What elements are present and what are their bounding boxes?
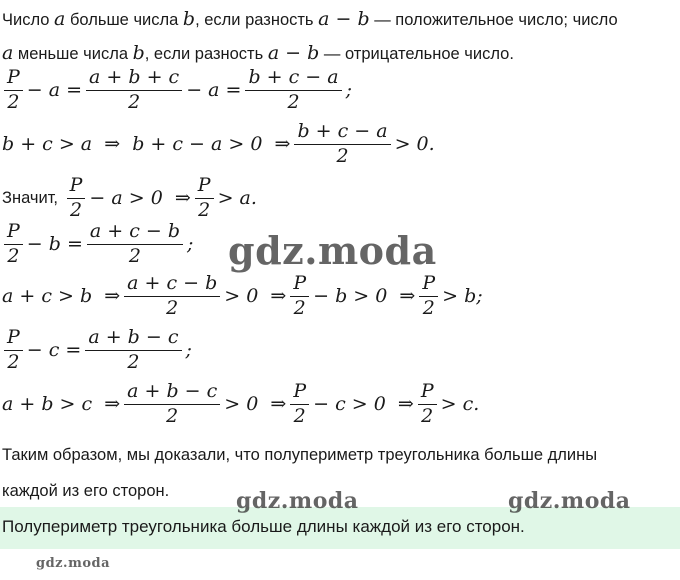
denominator: 2 bbox=[198, 198, 211, 221]
expr-text: a + b > c ⇒ bbox=[2, 393, 121, 416]
numerator: a + b − c bbox=[127, 380, 218, 402]
fraction bbox=[67, 176, 86, 221]
numerator: b + c − a bbox=[248, 66, 339, 88]
numerator: P bbox=[420, 380, 434, 402]
expr-text: > b; bbox=[442, 285, 483, 308]
difference-expr: a − b bbox=[267, 42, 320, 64]
answer-text: Полупериметр треугольника больше длины каждой из его сторон. bbox=[2, 517, 525, 536]
fraction bbox=[419, 274, 438, 319]
text: меньше числа bbox=[13, 45, 133, 63]
denominator: 2 bbox=[287, 90, 300, 113]
equation-2 bbox=[2, 122, 435, 167]
numerator: b + c − a bbox=[297, 120, 388, 142]
numerator: a + c − b bbox=[127, 272, 218, 294]
equation-7 bbox=[2, 382, 479, 427]
numerator: P bbox=[7, 220, 20, 242]
numerator: a + b − c bbox=[88, 326, 179, 348]
denominator: 2 bbox=[166, 296, 179, 319]
equation-3 bbox=[2, 176, 257, 221]
denominator: 2 bbox=[421, 404, 434, 427]
watermark: gdz.moda bbox=[36, 556, 111, 571]
numerator: P bbox=[7, 66, 20, 88]
denominator: 2 bbox=[128, 244, 141, 267]
var-a: a bbox=[54, 8, 66, 30]
denominator: 2 bbox=[166, 404, 179, 427]
numerator: P bbox=[197, 174, 211, 196]
text: — отрицательное число. bbox=[319, 45, 514, 63]
conclusion-line-2: каждой из его сторон. bbox=[2, 482, 170, 500]
fraction bbox=[294, 122, 390, 167]
equation-1 bbox=[0, 68, 352, 113]
denominator: 2 bbox=[7, 90, 20, 113]
denominator: 2 bbox=[7, 350, 20, 373]
fraction bbox=[4, 222, 23, 267]
text: , если разность bbox=[144, 45, 268, 63]
numerator: P bbox=[293, 272, 307, 294]
fraction bbox=[245, 68, 341, 113]
text: , если разность bbox=[195, 11, 319, 29]
fraction bbox=[124, 274, 220, 319]
expr-text: > 0 ⇒ bbox=[224, 285, 287, 308]
numerator: P bbox=[422, 272, 436, 294]
expr-text: − b > 0 ⇒ bbox=[313, 285, 416, 308]
fraction bbox=[85, 328, 181, 373]
expr-text: a + c > b ⇒ bbox=[2, 285, 121, 308]
text: больше числа bbox=[65, 11, 183, 29]
equation-6 bbox=[0, 328, 192, 373]
numerator: P bbox=[293, 380, 307, 402]
denominator: 2 bbox=[127, 350, 140, 373]
expr-text: − c > 0 ⇒ bbox=[313, 393, 414, 416]
numerator: a + b + c bbox=[89, 66, 180, 88]
intro-line-2 bbox=[2, 42, 514, 64]
watermark: gdz.moda bbox=[228, 228, 437, 273]
fraction bbox=[4, 68, 23, 113]
denominator: 2 bbox=[128, 90, 141, 113]
equation-4 bbox=[0, 222, 193, 267]
denominator: 2 bbox=[7, 244, 20, 267]
denominator: 2 bbox=[422, 296, 435, 319]
expr-text: > c. bbox=[440, 393, 480, 416]
denominator: 2 bbox=[293, 296, 306, 319]
expr-text: − a > 0 ⇒ bbox=[89, 187, 191, 210]
text: Число bbox=[2, 11, 55, 29]
fraction bbox=[86, 68, 182, 113]
expr-text: − a = bbox=[26, 79, 83, 102]
conclusion-line-1: Таким образом, мы доказали, что полупериметр треугольника больше длины bbox=[2, 446, 598, 464]
fraction bbox=[290, 274, 309, 319]
expr-text: > 0. bbox=[394, 133, 435, 156]
fraction bbox=[290, 382, 309, 427]
expr-text: ; bbox=[345, 79, 352, 102]
numerator: P bbox=[69, 174, 83, 196]
expr-text: > 0 ⇒ bbox=[224, 393, 287, 416]
fraction bbox=[124, 382, 220, 427]
expr-text: ; bbox=[187, 233, 194, 256]
fraction bbox=[418, 382, 437, 427]
numerator: P bbox=[7, 326, 20, 348]
difference-expr: a − b bbox=[318, 8, 370, 30]
intro-line-1 bbox=[2, 8, 618, 30]
expr-text: ; bbox=[185, 339, 192, 362]
fraction bbox=[87, 222, 183, 267]
watermark: gdz.moda bbox=[508, 488, 631, 514]
equation-5 bbox=[2, 274, 483, 319]
expr-text: − a = bbox=[186, 79, 242, 102]
expr-text: > a. bbox=[217, 187, 257, 210]
expr-text: − c = bbox=[26, 339, 82, 362]
denominator: 2 bbox=[293, 404, 306, 427]
text: — положительное число; число bbox=[369, 11, 618, 29]
numerator: a + c − b bbox=[89, 220, 181, 242]
fraction bbox=[4, 328, 23, 373]
var-a: a bbox=[2, 42, 14, 64]
denominator: 2 bbox=[336, 144, 349, 167]
expr-text: − b = bbox=[26, 233, 83, 256]
fraction bbox=[195, 176, 214, 221]
var-b: b bbox=[182, 8, 196, 30]
watermark: gdz.moda bbox=[236, 488, 359, 514]
var-b: b bbox=[132, 42, 145, 64]
denominator: 2 bbox=[69, 198, 83, 221]
therefore-label: Значит, bbox=[2, 188, 63, 207]
expr-text: b + c > a ⇒ b + c − a > 0 ⇒ bbox=[2, 133, 291, 156]
